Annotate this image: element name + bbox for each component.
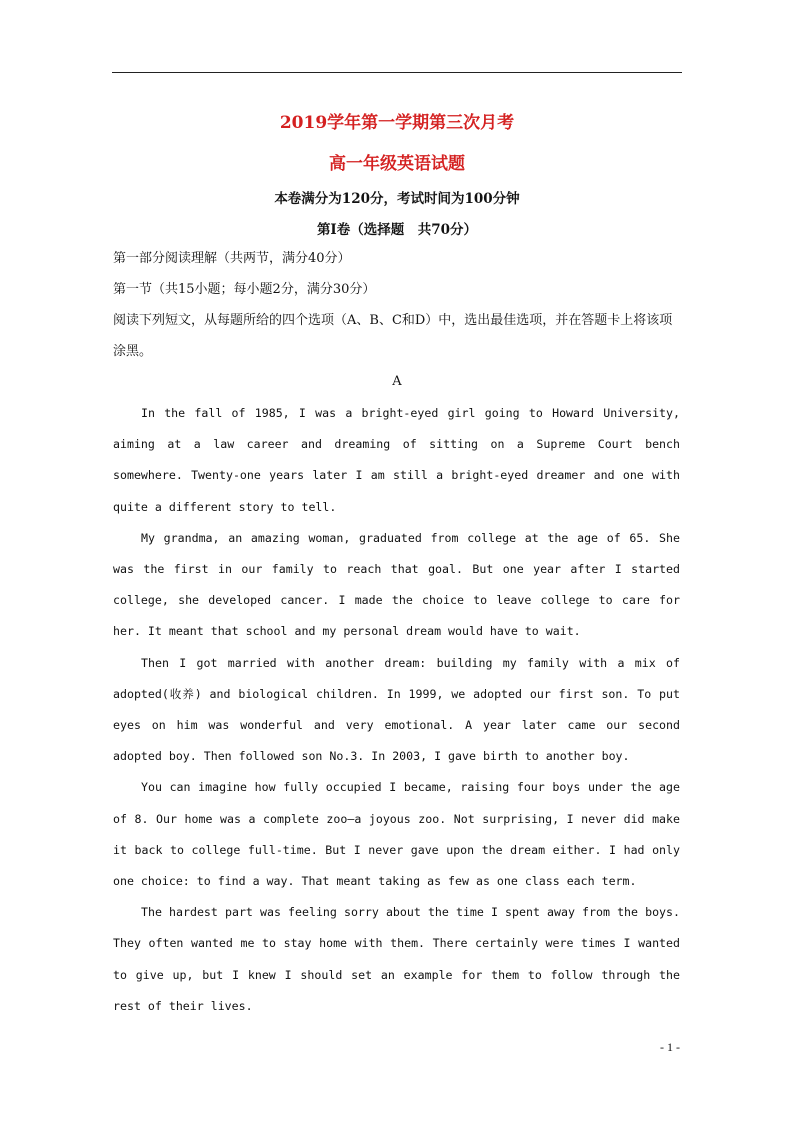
paragraph: Then I got married with another dream: building my family with a mix of adopted(收养) and biological children. In 1999, we adopted our first son. To put eyes on him was wonderful and very emotional. A year later came our second adopted boy. Then followed son No.3. In 2003, I gave birth to another boy. [113,655,680,764]
part-heading: 第一部分阅读理解（共两节，满分40分） [113,251,351,266]
reading-passage [113,398,680,1022]
score-info: 本卷满分为120分，考试时间为100分钟 [274,191,520,207]
paragraph: My grandma, an amazing woman, graduated from college at the age of 65. She was the first in our family to reach that goal. But one year after I started college, she developed cancer. I made the choice to leave college to care for her. It meant that school and my personal dream would have to wait. [113,530,680,639]
exam-title: 2019学年第一学期第三次月考 [279,113,515,133]
exam-subtitle: 高一年级英语试题 [329,154,465,174]
paragraph: The hardest part was feeling sorry about the time I spent away from the boys. They often wanted me to stay home with them. There certainly were times I wanted to give up, but I knew I should set an example for them to follow through the rest of their lives. [113,905,680,1013]
instructions: 阅读下列短文，从每题所给的四个选项（A、B、C和D）中，选出最佳选项，并在答题卡上将该项涂黑。 [113,313,673,359]
volume-heading: 第Ⅰ卷（选择题 共70分） [316,222,478,238]
paragraph: You can imagine how fully occupied I became, raising four boys under the age of 8. Our home was a complete zoo—a joyous zoo. Not surprising, I never did make it back to college full-time. But I never gave upon the dream either. I had only one choice: to find a way. That meant taking as few as one class each term. [113,780,680,889]
page-number: - 1 - [660,1040,680,1054]
paragraph: In the fall of 1985, I was a bright-eyed girl going to Howard University, aiming at a law career and dreaming of sitting on a Supreme Court bench somewhere. Twenty-one years later I am still a bright-eyed dreamer and one with quite a different story to tell. [113,406,680,514]
header-rule [112,72,682,73]
passage-label: A [392,374,402,389]
section-heading: 第一节（共15小题；每小题2分，满分30分） [113,282,376,297]
